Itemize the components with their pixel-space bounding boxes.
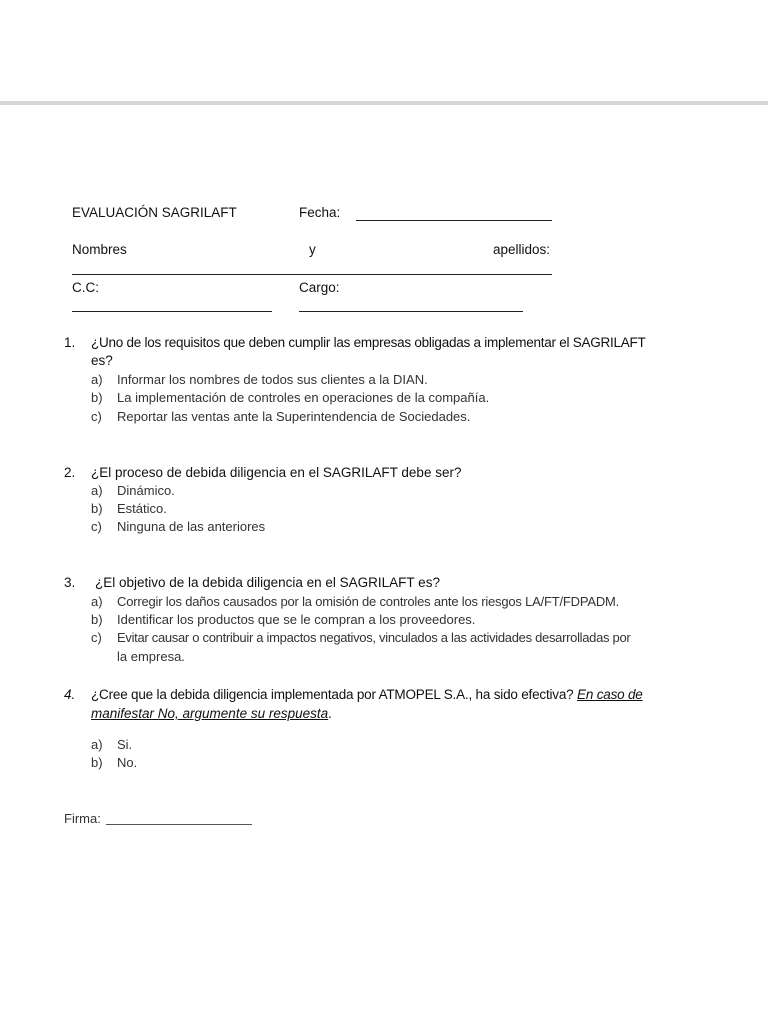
cargo-field[interactable] [299, 311, 523, 312]
question-2-text: ¿El proceso de debida diligencia en el SAGRILAFT debe ser? [91, 465, 462, 480]
top-divider [0, 101, 768, 105]
q1-option-a-text: Informar los nombres de todos sus clientes a la DIAN. [117, 372, 428, 387]
question-4-text-cont-italic: manifestar No, argumente su respuesta [91, 706, 329, 721]
fecha-label: Fecha: [299, 205, 341, 220]
q2-option-b-text: Estático. [117, 501, 167, 516]
cargo-label: Cargo: [299, 280, 340, 295]
nombres-y-label: y [309, 242, 316, 257]
question-4-text-italic: En caso de [577, 687, 643, 702]
form-title: EVALUACIÓN SAGRILAFT [72, 205, 237, 220]
q2-option-c-letter[interactable]: c) [91, 519, 102, 534]
q2-option-a-letter[interactable]: a) [91, 483, 103, 498]
nombres-label: Nombres [72, 242, 127, 257]
cc-field[interactable] [72, 311, 272, 312]
q3-option-a-letter[interactable]: a) [91, 594, 103, 609]
question-4-text-cont [91, 706, 332, 721]
question-4-text [91, 687, 643, 702]
q2-option-a-text: Dinámico. [117, 483, 175, 498]
question-1-text: ¿Uno de los requisitos que deben cumplir las empresas obligadas a implementar el SAGRILAFT [91, 335, 646, 350]
q2-option-c-text: Ninguna de las anteriores [117, 519, 266, 534]
q3-option-b-text: Identificar los productos que se le compran a los proveedores. [117, 612, 476, 627]
firma-label: Firma: [64, 811, 101, 826]
question-4-text-plain: ¿Cree que la debida diligencia implementada por ATMOPEL S.A., ha sido efectiva? [91, 687, 574, 702]
question-1-number: 1. [64, 335, 76, 350]
q3-option-c-text: Evitar causar o contribuir a impactos negativos, vinculados a las actividades desarrolladas por [117, 630, 631, 645]
firma-field[interactable] [106, 824, 252, 825]
q4-option-b-letter[interactable]: b) [91, 755, 103, 770]
q3-option-b-letter[interactable]: b) [91, 612, 103, 627]
q3-option-c-letter[interactable]: c) [91, 630, 102, 645]
nombres-apellidos-field[interactable] [72, 274, 552, 275]
q3-option-a-text: Corregir los daños causados por la omisión de controles ante los riesgos LA/FT/FDPADM. [117, 594, 620, 609]
q4-option-b-text: No. [117, 755, 138, 770]
q1-option-b-text: La implementación de controles en operaciones de la compañía. [117, 390, 490, 405]
question-3-number: 3. [64, 575, 76, 590]
fecha-field[interactable] [356, 220, 552, 221]
q1-option-c-text: Reportar las ventas ante la Superintendencia de Sociedades. [117, 409, 471, 424]
question-1-text-cont: es? [91, 353, 113, 368]
q4-option-a-letter[interactable]: a) [91, 737, 103, 752]
q3-option-c-text-cont: la empresa. [117, 649, 185, 664]
cc-label: C.C: [72, 280, 99, 295]
question-3-text: ¿El objetivo de la debida diligencia en el SAGRILAFT es? [95, 575, 440, 590]
question-4-text-cont-end: . [328, 706, 332, 721]
apellidos-label: apellidos: [493, 242, 551, 257]
q1-option-c-letter[interactable]: c) [91, 409, 102, 424]
question-2-number: 2. [64, 465, 76, 480]
q2-option-b-letter[interactable]: b) [91, 501, 103, 516]
q1-option-b-letter[interactable]: b) [91, 390, 103, 405]
q1-option-a-letter[interactable]: a) [91, 372, 103, 387]
question-4-number: 4. [64, 687, 76, 702]
q4-option-a-text: Si. [117, 737, 133, 752]
